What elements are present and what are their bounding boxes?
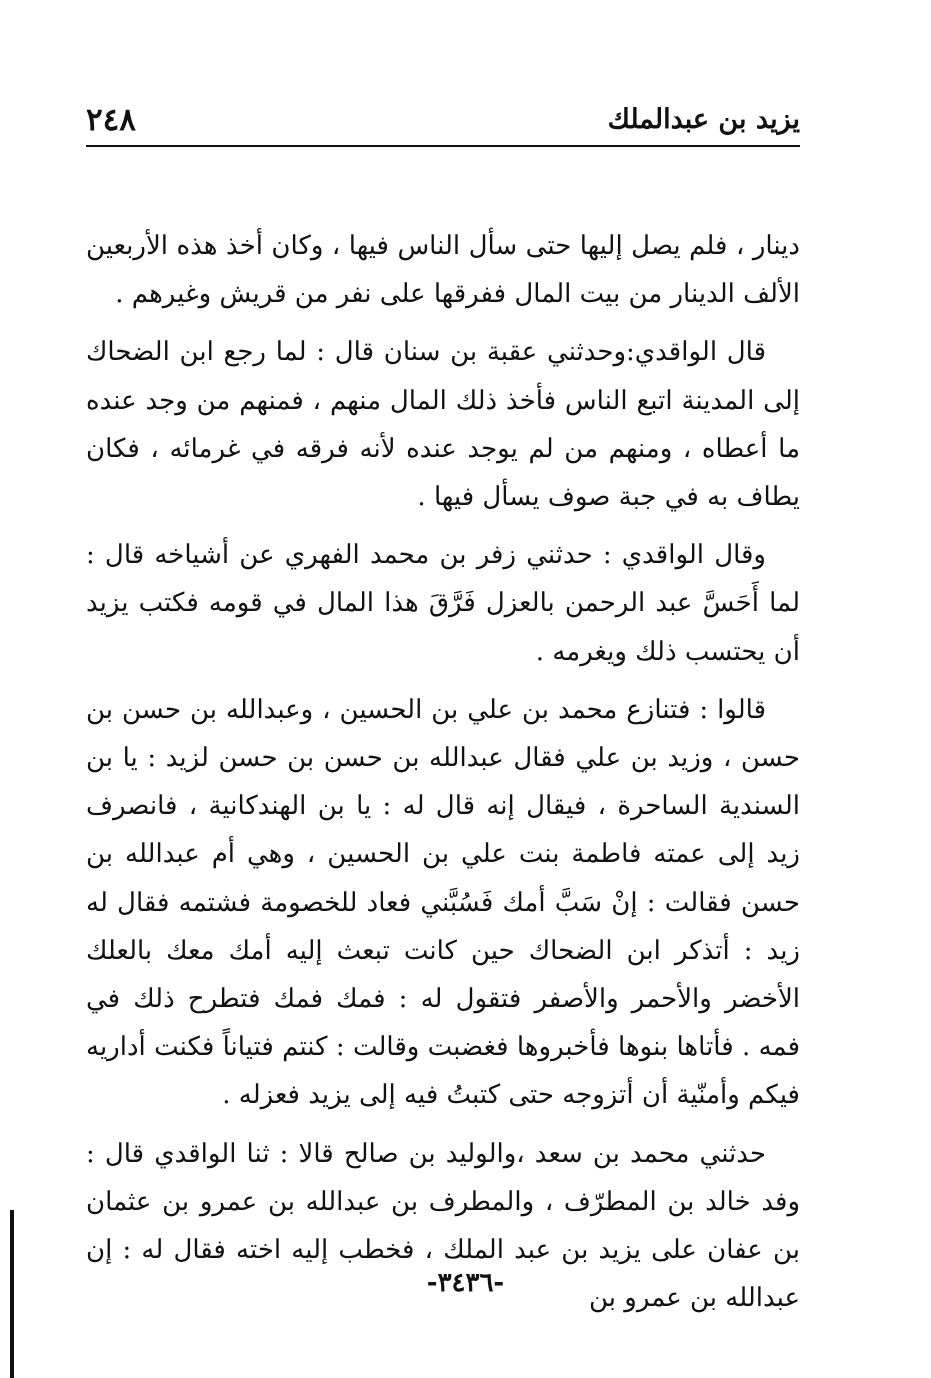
page-header (86, 98, 800, 142)
paragraph: دينار ، فلم يصل إليها حتى سأل الناس فيها ، وكان أخذ هذه الأربعين الألف الدينار من بيت المال ففرقها على نفر من قريش وغيرهم . (86, 231, 800, 310)
paragraph: قالوا : فتنازع محمد بن علي بن الحسين ، وعبدالله بن حسن بن حسن ، وزيد بن علي فقال عبدالله بن حسن بن حسن لزيد : يا بن السندية الساحرة ، فيقال إنه قال له : يا بن الهندكانية ، فانصرف زيد إلى عمته فاطمة بنت علي بن الحسين ، وهي أم عبدالله بن حسن فقالت : إنْ سَبَّ أمك فَسُبَّني فعاد للخصومة فشتمه فقال له زيد : أتذكر ابن الضحاك حين كانت تبعث إليه أمك معك بالعلك الأخضر والأحمر والأصفر فتقول له : فمك فمك فتطرح ذلك في فمه . فأتاها بنوها فأخبروها فغضبت وقالت : كنتم فتياناً فكنت أداريه فيكم وأمنّية أن أتزوجه حتى كتبتُ فيه إلى يزيد فعزله . (86, 694, 800, 1111)
scan-margin-mark (10, 1210, 14, 1378)
header-rule (86, 145, 800, 147)
paragraph: وقال الواقدي : حدثني زفر بن محمد الفهري عن أشياخه قال : لما أَحَسَّ عبد الرحمن بالعزل فَرَّقَ هذا المال في قومه فكتب يزيد أن يحتسب ذلك ويغرمه . (86, 540, 800, 667)
body-text (86, 222, 800, 1332)
paragraph: قال الواقدي:وحدثني عقبة بن سنان قال : لما رجع ابن الضحاك إلى المدينة اتبع الناس فأخذ ذلك المال منهم ، فمنهم من وجد عنده ما أعطاه ، ومنهم من لم يوجد عنده لأنه فرقه في غرمائه ، فكان يطاف به في جبة صوف يسأل فيها . (86, 337, 800, 513)
paragraph: حدثني محمد بن سعد ،والوليد بن صالح قالا : ثنا الواقدي قال : وفد خالد بن المطرّف ، والمطرف بن عبدالله بن عمرو بن عثمان بن عفان على يزيد بن عبد الملك ، فخطب إليه اخته فقال له : إن عبدالله بن عمرو بن (86, 1138, 800, 1314)
page-number: ٢٤٨ (86, 102, 136, 138)
footer-page-number: -٣٤٣٦- (426, 1268, 505, 1298)
running-title: يزيد بن عبدالملك (607, 104, 800, 135)
